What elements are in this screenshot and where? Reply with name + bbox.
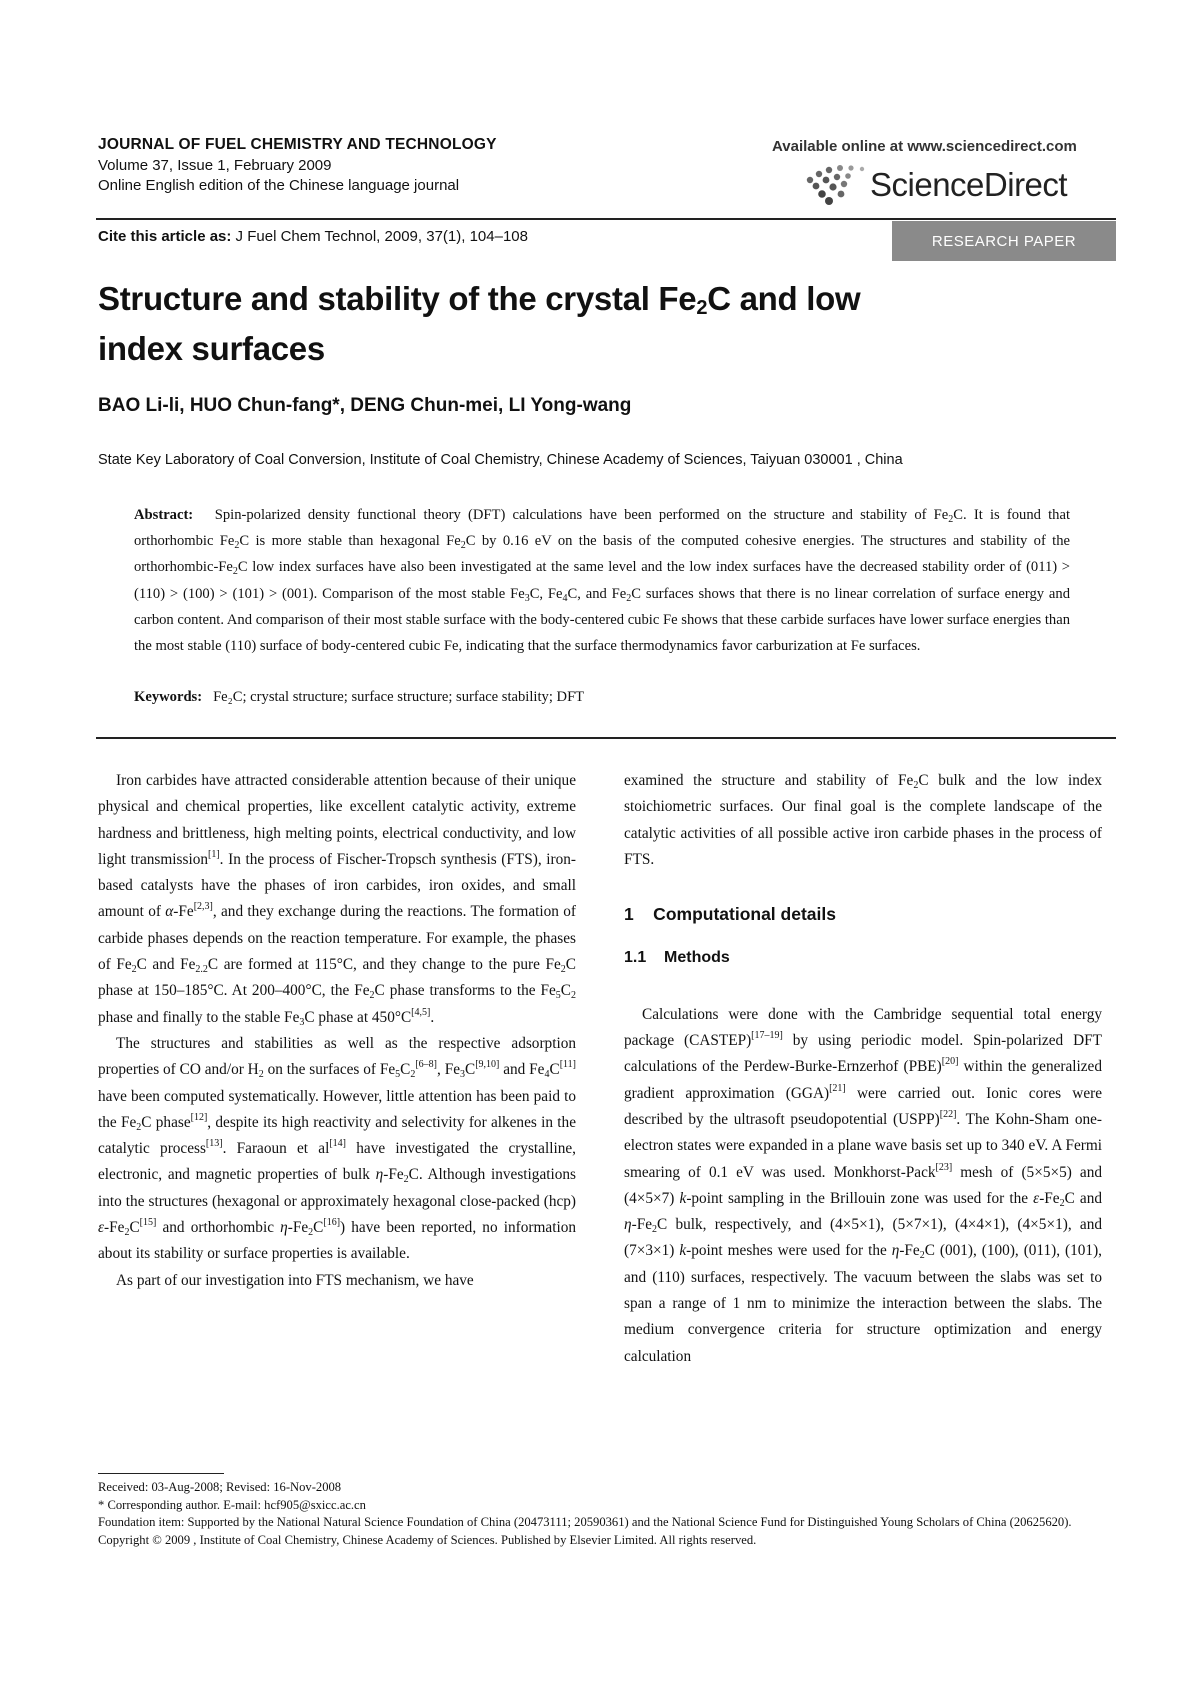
- body-column-right: [624, 768, 1102, 1370]
- footnote-received: Received: 03-Aug-2008; Revised: 16-Nov-2008: [98, 1480, 342, 1494]
- citation-label: Cite this article as:: [98, 228, 232, 245]
- keywords-label: Keywords:: [134, 689, 203, 705]
- sciencedirect-dots-icon: [800, 160, 870, 214]
- author-list: BAO Li-li, HUO Chun-fang*, DENG Chun-mei, LI Yong-wang: [98, 395, 632, 416]
- sciencedirect-logo[interactable]: [800, 160, 1120, 214]
- sciencedirect-wordmark: ScienceDirect: [870, 166, 1068, 203]
- header-divider: [96, 218, 1116, 220]
- journal-edition: Online English edition of the Chinese language journal: [98, 177, 460, 194]
- citation-line: [98, 228, 528, 245]
- affiliation: State Key Laboratory of Coal Conversion, Institute of Coal Chemistry, Chinese Academy of Sciences, Taiyuan 030001 , China: [98, 452, 903, 468]
- footnote-copyright: Copyright © 2009 , Institute of Coal Chemistry, Chinese Academy of Sciences. Published by Elsevier Limited. All rights reserved.: [98, 1532, 757, 1547]
- paragraph: Calculations were done with the Cambridge sequential total energy package (CASTEP)[17–19] by using periodic model. Spin-polarized DFT calculations of the Perdew-Burke-Ernzerhof (PBE)[20] within the generalized gradient approximation (GGA)[21] were carried out. Ionic cores were described by the ultrasoft pseudopotential (USPP)[22]. The Kohn-Sham one-electron states were expanded in a plane wave basis set up to 340 eV. A Fermi smearing of 0.1 eV was used. Monkhorst-Pack[23] mesh of (5×5×5) and (4×5×7) k-point sampling in the Brillouin zone was used for the $\varepsilon-Fe_2C$ and $\eta-Fe_2C$ bulk, respectively, and (4×5×1), (5×7×1), (4×4×1), (4×5×1), and (7×3×1) k-point meshes were used for the $\eta-Fe_2C$ (001), (100), (011), (101), and (110) surfaces, respectively. The vacuum between the slabs was set to span a range of 1 nm to minimize the interaction between the slabs. The medium convergence criteria for structure optimization and energy calculation: [624, 1005, 1103, 1365]
- paper-type-badge: RESEARCH PAPER: [892, 221, 1116, 261]
- paragraph: The structures and stabilities as well as the respective adsorption properties of CO and/or $H_2$ on the surfaces of $Fe_5C_2[6-8]$, $Fe_3C[9,10]$ and $Fe_4C[11]$ have been computed systematically. However, little attention has been paid to the $Fe_2C$ phase[12], despite its high reactivity and selectivity for alkenes in the catalytic process[13]. Faraoun et al[14] have investigated the crystalline, electronic, and magnetic properties of bulk $\eta-Fe_2C$. Although investigations into the structures (hexagonal or approximately hexagonal close-packed (hcp) $\varepsilon-Fe_2C[15]$ and orthorhombic $\eta-Fe_2C[16]$) have been reported, no information about its stability or surface properties is available.: [98, 1034, 576, 1263]
- paragraph: examined the structure and stability of $Fe_2C$ bulk and the low index stoichiometric surfaces. Our final goal is the complete landscape of the catalytic activities of all possible active iron carbide phases in the process of FTS.: [624, 772, 1102, 868]
- journal-volume: Volume 37, Issue 1, February 2009: [98, 157, 332, 174]
- citation-text: J Fuel Chem Technol, 2009, 37(1), 104–108: [231, 228, 528, 245]
- paragraph: As part of our investigation into FTS mechanism, we have: [116, 1271, 474, 1289]
- section-heading: 1 Computational details: [624, 904, 836, 925]
- footnote-foundation: Foundation item: Supported by the National Natural Science Foundation of China (20473111; 20590361) and the National Science Fund for Distinguished Young Scholars of China (20625620).: [98, 1515, 1072, 1530]
- paragraph: Iron carbides have attracted considerable attention because of their unique physical and chemical properties, like excellent catalytic activity, extreme hardness and brittleness, high melting points, electrical conductivity, and low light transmission[1]. In the process of Fischer-Tropsch synthesis (FTS), iron-based catalysts have the phases of iron carbides, iron oxides, and small amount of α-Fe[2,3], and they exchange during the reactions. The formation of carbide phases depends on the reaction temperature. For example, the phases of $Fe_2C$ and $Fe_{2.2}C$ are formed at 115°C, and they change to the pure $Fe_2C$ phase at 150–185°C. At 200–400°C, the $Fe_2C$ phase transforms to the $Fe_5C_2$ phase and finally to the stable $Fe_3C$ phase at 450°C[4,5].: [98, 772, 576, 1028]
- available-online-link[interactable]: Available online at www.sciencedirect.com: [772, 138, 1077, 155]
- journal-title: JOURNAL OF FUEL CHEMISTRY AND TECHNOLOGY: [98, 136, 497, 153]
- abstract-label: Abstract:: [134, 507, 194, 523]
- body-divider: [96, 737, 1116, 739]
- body-column-left: [98, 768, 576, 1294]
- subsection-heading: 1.1 Methods: [624, 949, 730, 967]
- footnote-divider: [98, 1473, 224, 1474]
- abstract: Abstract: Spin-polarized density functional theory (DFT) calculations have been performed on the structure and stability of $Fe_2C$. It is found that orthorhombic $Fe_2C$ is more stable than hexagonal $Fe_2C$ by 0.16 eV on the basis of the computed cohesive energies. The structures and stability of the orthorhombic-$Fe_2C$ low index surfaces have also been investigated at the same level and the low index surfaces have the decreased stability order of (011) > (110) > (100) > (101) > (001). Comparison of the most stable $Fe_3C$, $Fe_4C$, and $Fe_2C$ surfaces shows that there is no linear correlation of surface energy and carbon content. And comparison of their most stable surface with the body-centered cubic Fe shows that these carbide surfaces have lower surface energies than the most stable (110) surface of body-centered cubic Fe, indicating that the surface thermodynamics favor carburization at Fe surfaces.: [134, 507, 1071, 655]
- keywords-list: Fe₂C; crystal structure; surface structure; surface stability; DFT: [213, 689, 585, 705]
- footnotes: [98, 1479, 1118, 1549]
- footnote-corresponding-author: * Corresponding author. E-mail: hcf905@sxicc.ac.cn: [98, 1497, 366, 1512]
- keywords: [134, 689, 584, 706]
- article-title: Structure and stability of the crystal $Fe_2C$ and low index surfaces: [98, 280, 861, 367]
